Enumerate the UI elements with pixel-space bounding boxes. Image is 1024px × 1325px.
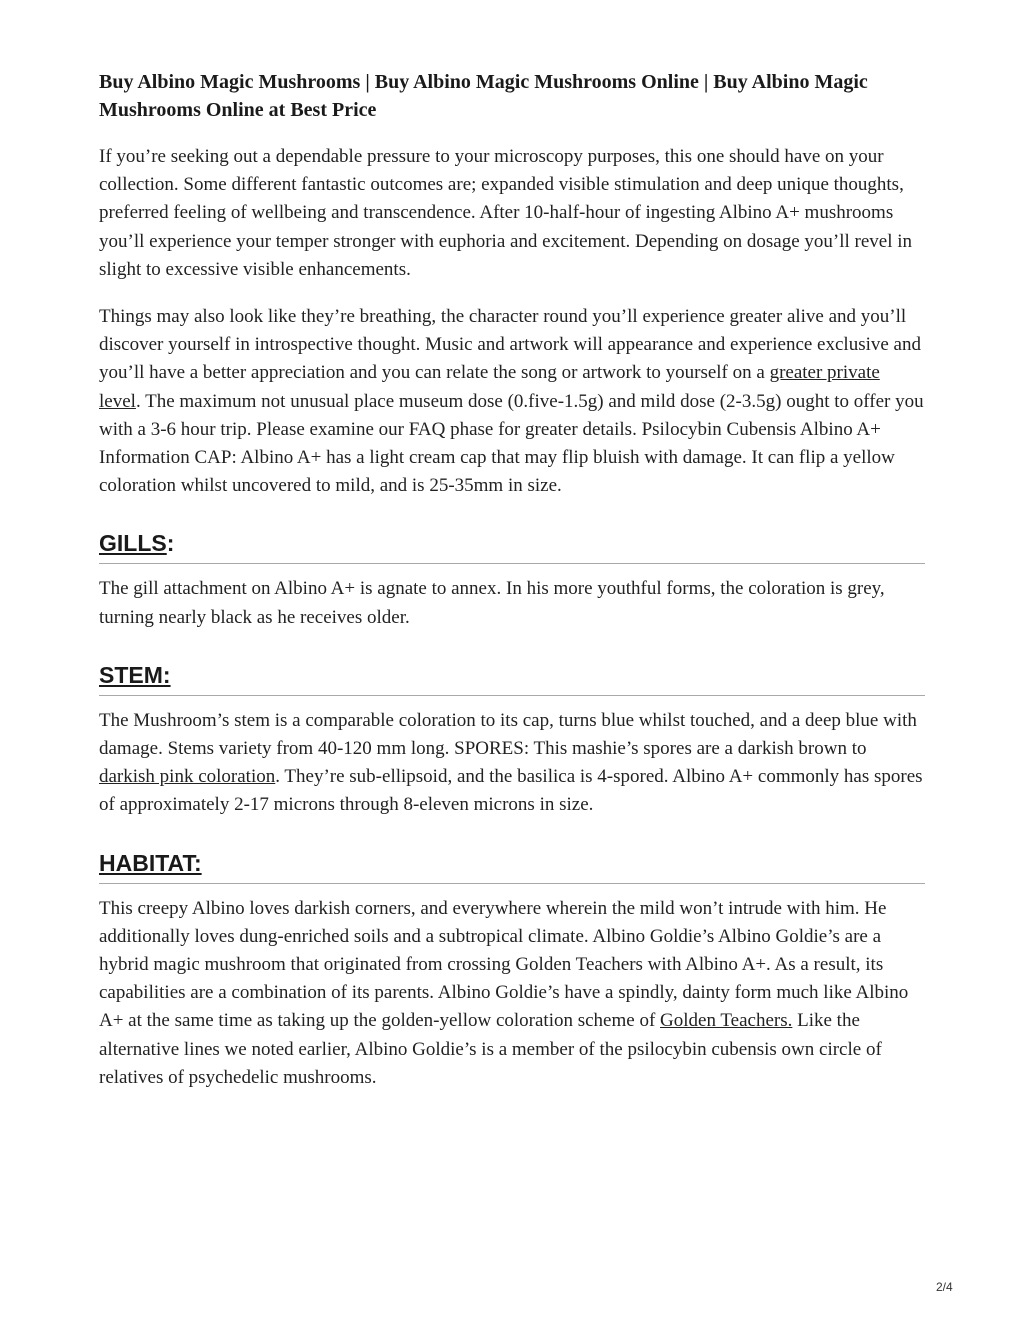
- habitat-paragraph: [99, 895, 925, 1092]
- greater-private-level-link[interactable]: greater private level: [99, 362, 880, 412]
- stem-heading: [99, 660, 925, 696]
- intro-paragraph-2: [99, 303, 925, 500]
- stem-paragraph: [99, 707, 925, 820]
- intro-paragraph-2-text-after: . The maximum not unusual place museum dose (0.five-1.5g) and mild dose (2-3.5g) ought to offer you with a 3-6 hour trip. Please examine our FAQ phase for greater details. Psilocybin Cubensis Albino A+ Information CAP: Albino A+ has a light cream cap that may flip bluish with damage. It can flip a yellow coloration whilst uncovered to mild, and is 25-35mm in size.: [99, 390, 924, 497]
- gills-heading-label: GILLS: [99, 530, 167, 557]
- habitat-heading-label: HABITAT:: [99, 849, 202, 876]
- intro-paragraph-2-text-before: Things may also look like they’re breathing, the character round you’ll experience greater alive and you’ll discover yourself in introspective thought. Music and artwork will appearance and experience exclusive and you’ll have a better appreciation and you can relate the song or artwork to yourself on a: [99, 306, 921, 384]
- gills-heading-colon: :: [166, 530, 175, 557]
- stem-heading-label: STEM:: [99, 661, 171, 688]
- stem-text-after: . They’re sub-ellipsoid, and the basilica is 4-spored. Albino A+ commonly has spores of approximately 2-17 microns through 8-eleven microns in size.: [99, 766, 923, 816]
- habitat-heading: [99, 848, 925, 884]
- darkish-pink-coloration-link[interactable]: darkish pink coloration: [99, 766, 276, 788]
- habitat-text-before: This creepy Albino loves darkish corners, and everywhere wherein the mild won’t intrude with him. He additionally loves dung-enriched soils and a subtropical climate. Albino Goldie’s Albino Goldie’s are a hybrid magic mushroom that originated from crossing Golden Teachers with Albino A+. As a result, its capabilities are a combination of its parents. Albino Goldie’s have a spindly, dainty form much like Albino A+ at the same time as taking up the golden-yellow coloration scheme of: [99, 897, 909, 1032]
- gills-paragraph: The gill attachment on Albino A+ is agnate to annex. In his more youthful forms, the coloration is grey, turning nearly black as he receives older.: [99, 578, 885, 628]
- golden-teachers-link[interactable]: Golden Teachers.: [660, 1010, 793, 1032]
- page-title: Buy Albino Magic Mushrooms | Buy Albino Magic Mushrooms Online | Buy Albino Magic Mushrooms Online at Best Price: [99, 71, 868, 121]
- habitat-text-after: Like the alternative lines we noted earlier, Albino Goldie’s is a member of the psilocybin cubensis own circle of relatives of psychedelic mushrooms.: [99, 1010, 882, 1088]
- intro-paragraph-1: If you’re seeking out a dependable pressure to your microscopy purposes, this one should have on your collection. Some different fantastic outcomes are; expanded visible stimulation and deep unique thoughts, preferred feeling of wellbeing and transcendence. After 10-half-hour of ingesting Albino A+ mushrooms you’ll experience your temper stronger with euphoria and excitement. Depending on dosage you’ll revel in slight to excessive visible enhancements.: [99, 146, 913, 280]
- gills-heading: [99, 528, 925, 564]
- page-number: 2/4: [936, 1280, 953, 1294]
- stem-text-before: The Mushroom’s stem is a comparable coloration to its cap, turns blue whilst touched, and a deep blue with damage. Stems variety from 40-120 mm long. SPORES: This mashie’s spores are a darkish brown to: [99, 709, 917, 760]
- document-page: [99, 68, 925, 1111]
